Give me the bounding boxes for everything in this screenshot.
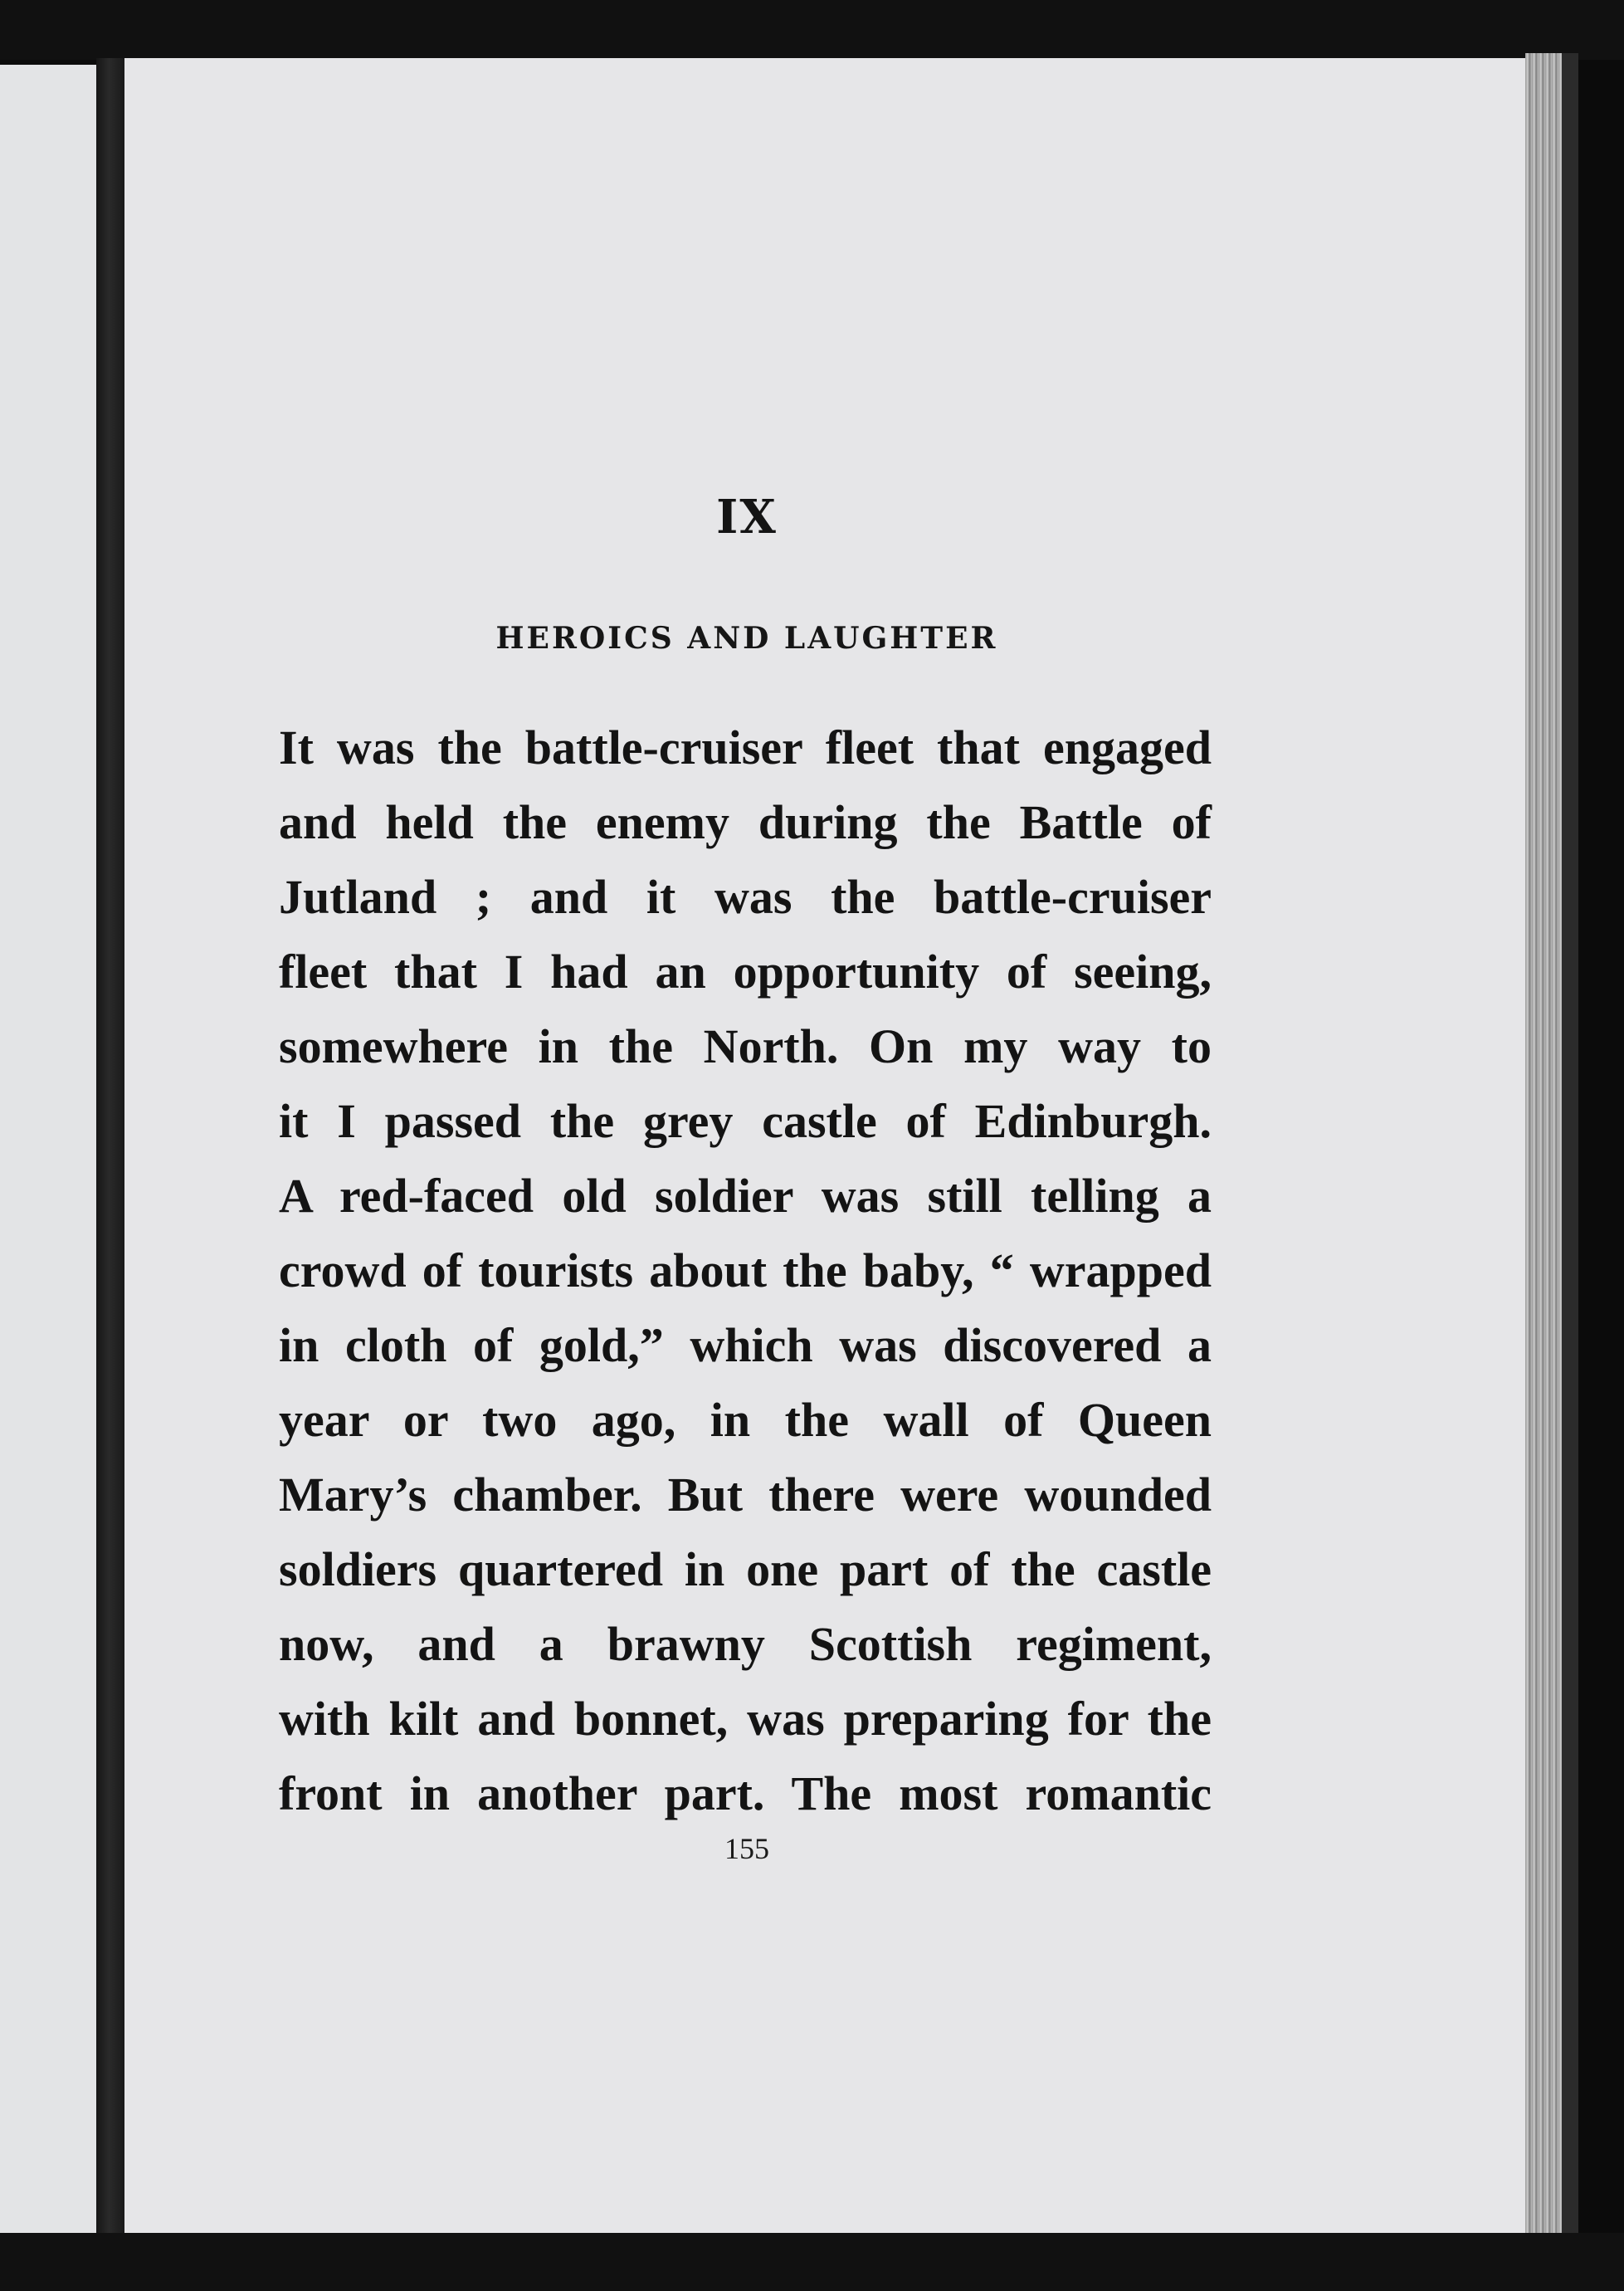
text-line: crowd of tourists about the baby, “ wrapped — [279, 1243, 1212, 1297]
text-line: it I passed the grey castle of Edinburgh. — [279, 1094, 1212, 1148]
text-line: fleet that I had an opportunity of seeing, — [279, 945, 1212, 999]
text-line: somewhere in the North. On my way to — [279, 1019, 1212, 1073]
text-line: Mary’s chamber. But there were wounded — [279, 1468, 1212, 1522]
text-line: in cloth of gold,” which was discovered a — [279, 1318, 1212, 1372]
text-line: soldiers quartered in one part of the castle — [279, 1542, 1212, 1596]
page-number: 155 — [724, 1832, 769, 1865]
text-line: front in another part. The most romantic — [279, 1766, 1212, 1820]
text-line: A red-faced old soldier was still telling a — [279, 1169, 1212, 1223]
chapter-title: HEROICS AND LAUGHTER — [495, 621, 998, 656]
chapter-body-text — [279, 711, 1212, 1831]
text-line: now, and a brawny Scottish regiment, — [279, 1617, 1212, 1671]
text-line: and held the enemy during the Battle of — [279, 795, 1212, 849]
book-cover-edge — [1562, 53, 1578, 2241]
scan-bottom-border — [0, 2233, 1624, 2291]
text-line: with kilt and bonnet, was preparing for the — [279, 1692, 1212, 1746]
facing-page-edge — [0, 65, 98, 2233]
text-line: Jutland ; and it was the battle-cruiser — [279, 870, 1212, 924]
text-line: year or two ago, in the wall of Queen — [279, 1393, 1212, 1447]
text-line: It was the battle-cruiser fleet that engaged — [279, 721, 1212, 774]
page-stack-edge — [1525, 53, 1562, 2241]
scan-top-border — [0, 0, 1624, 60]
chapter-number: IX — [716, 490, 778, 545]
book-spine — [96, 58, 124, 2235]
